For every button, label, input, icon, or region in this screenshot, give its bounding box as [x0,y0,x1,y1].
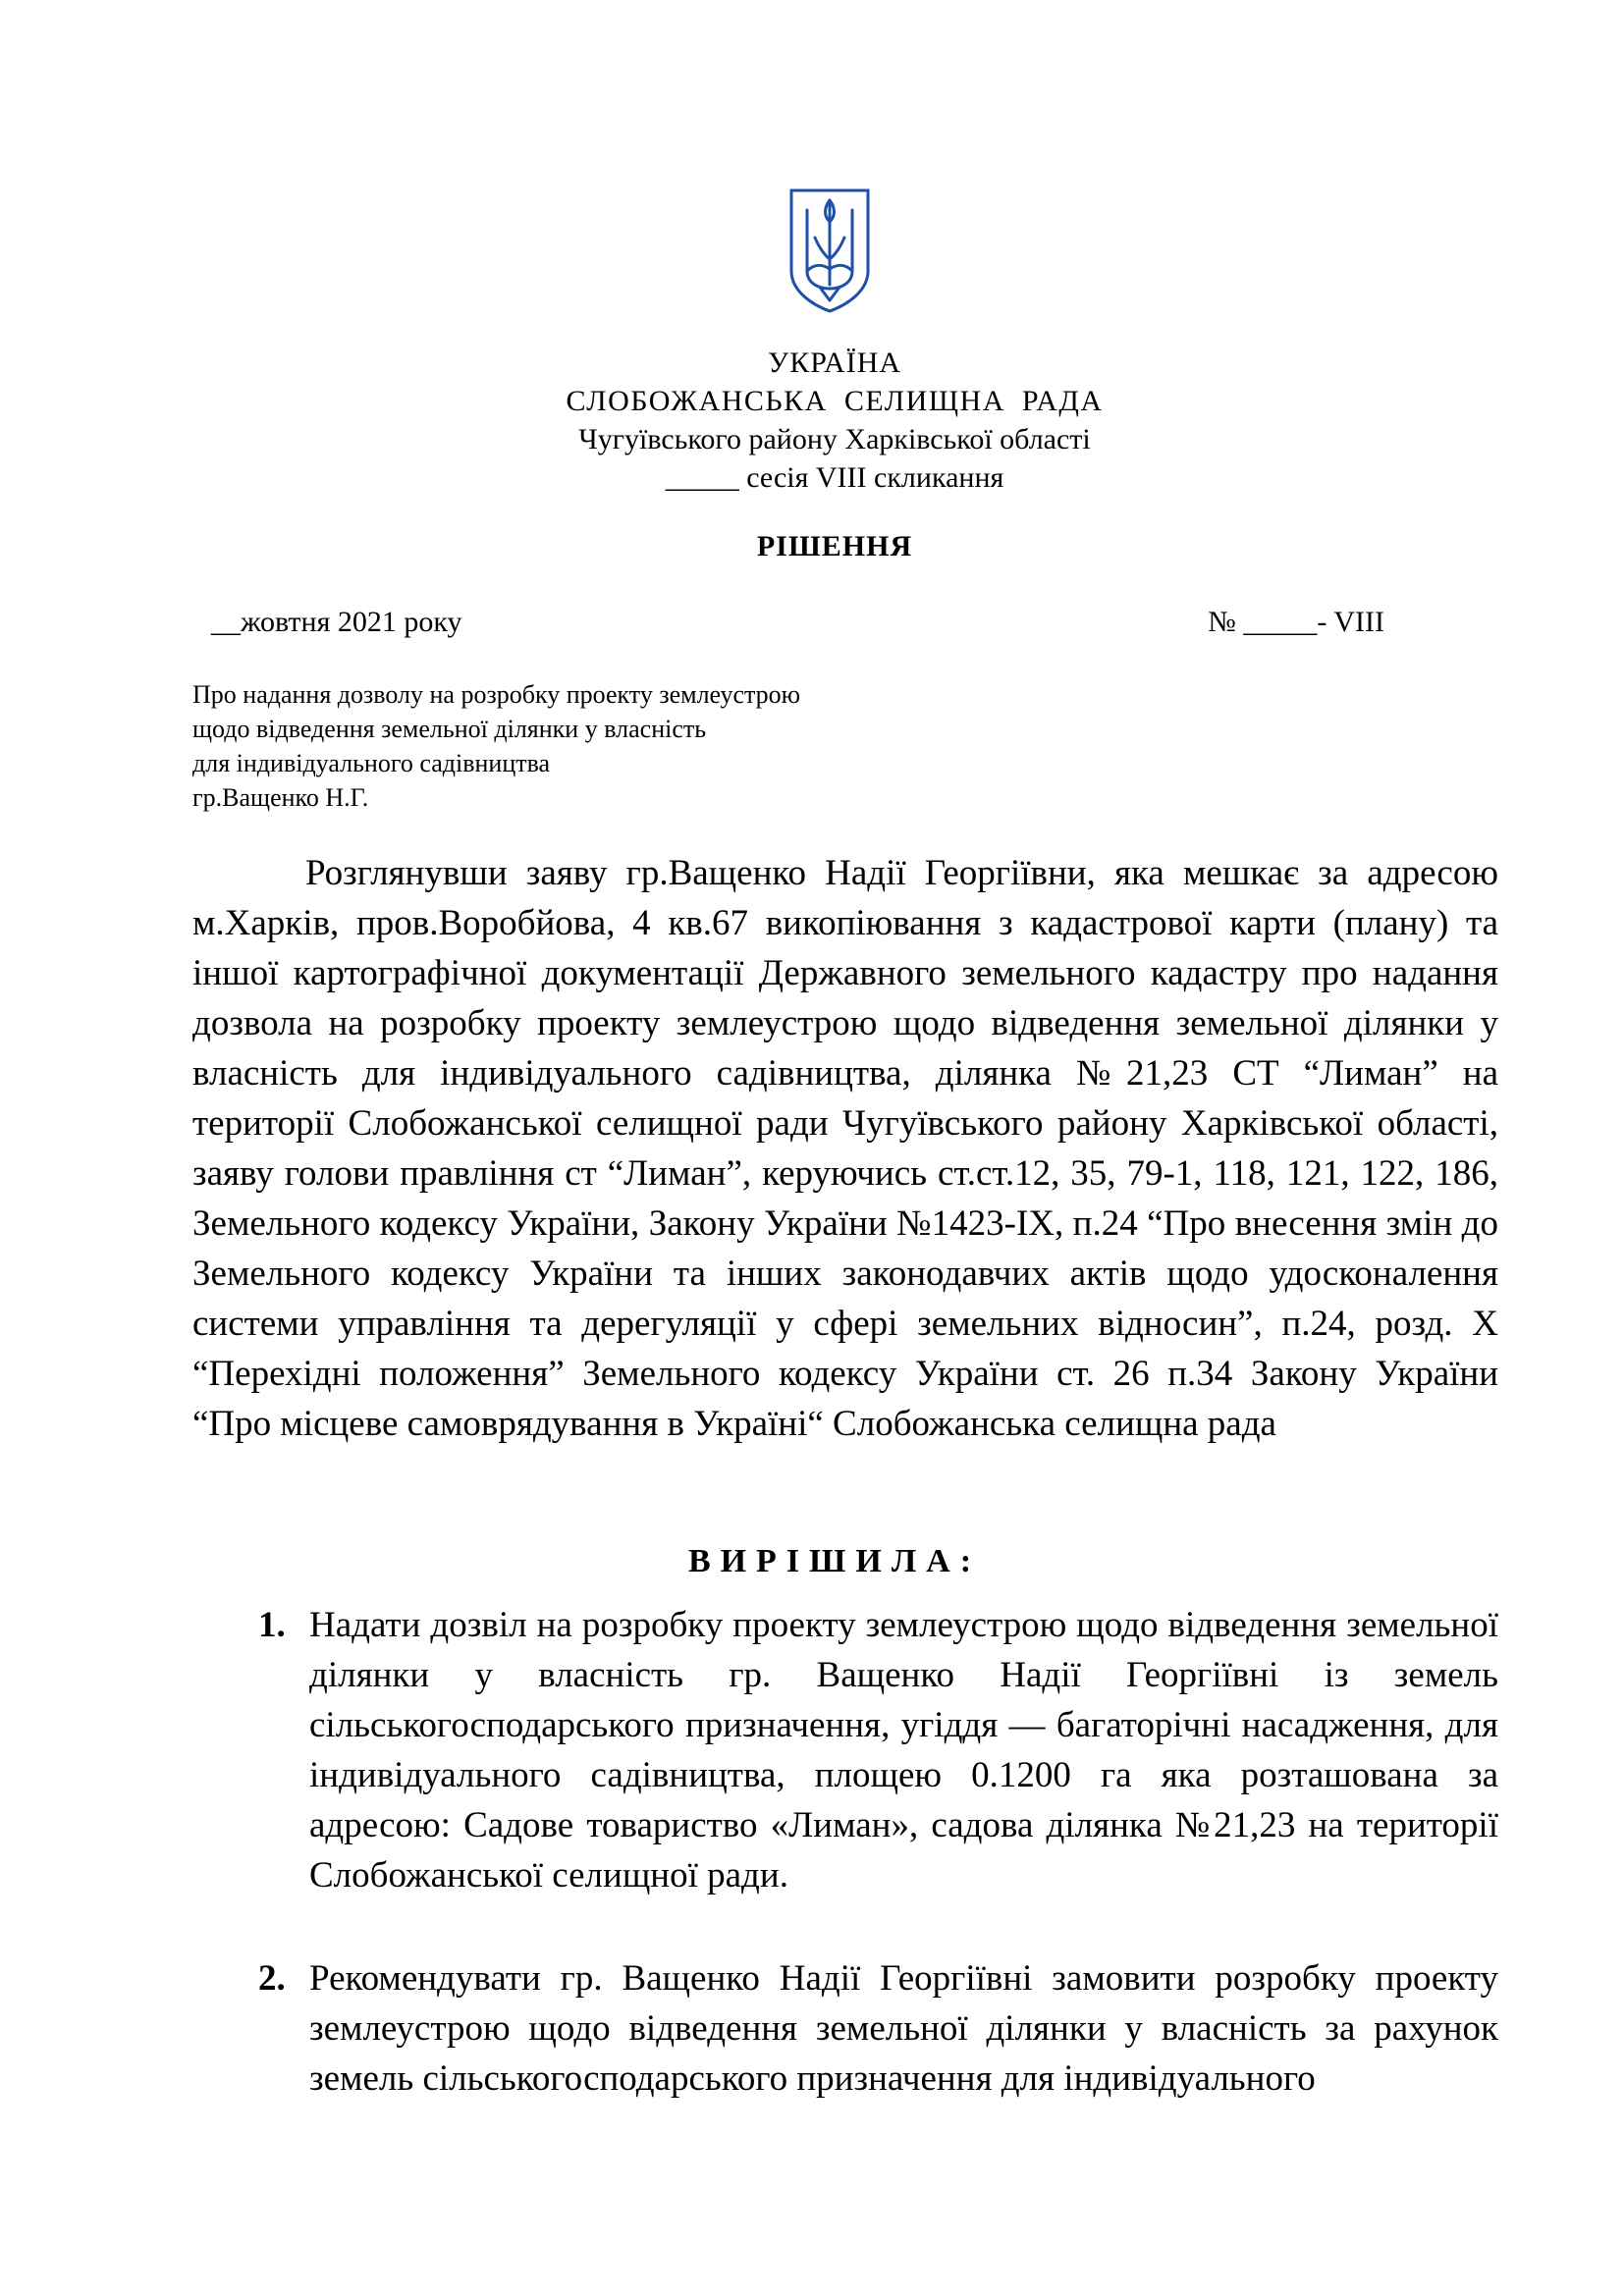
decision-item [258,1600,1498,1900]
resolved-heading: ВИРІШИЛА: [687,1543,982,1579]
country-name: УКРАЇНА [767,347,902,379]
decision-item [258,1953,1498,2104]
subject-line: гр.Ващенко Н.Г. [192,783,369,812]
document-header [0,344,1624,497]
decision-title: РІШЕННЯ [756,530,913,562]
decision-number: № _____- VIII [1208,606,1384,638]
district-name: Чугуївського району Харківської області [578,423,1091,455]
decision-date: __жовтня 2021 року [211,606,462,638]
item-number: 2. [258,1958,286,1999]
ukraine-trident-icon [785,187,874,314]
subject-line: Про надання дозволу на розробку проекту землеустрою [192,680,801,709]
date-number-row [211,606,1384,645]
item-number: 1. [258,1605,286,1645]
decision-subject [192,677,978,815]
subject-line: щодо відведення земельної ділянки у власність [192,715,707,743]
council-name: СЛОБОЖАНСЬКА СЕЛИЩНА РАДА [566,385,1104,417]
preamble-paragraph: Розглянувши заяву гр.Ващенко Надії Георгіївни, яка мешкає за адресою м.Харків, пров.Воробйова, 4 кв.67 викопіювання з кадастрової карти (плану) та іншої картографічної документації Державного земельного кадастру про надання дозвола на розробку проекту землеустрою щодо відведення земельної ділянки у власність для індивідуального садівництва, ділянка №21,23 СТ “Лиман” на території Слобожанської селищної ради Чугуївського району Харківської області, заяву голови правління ст “Лиман”, керуючись ст.ст.12, 35, 79-1, 118, 121, 122, 186, Земельного кодексу України, Закону України №1423-IX, п.24 “Про внесення змін до Земельного кодексу України та інших законодавчих актів щодо удосконалення системи управління та дерегуляції у сфері земельних відносин”, п.24, розд. X “Перехідні положення” Земельного кодексу України ст. 26 п.34 Закону України “Про місцеве самоврядування в Україні“ Слобожанська селищна рада [192,853,1498,1444]
item-text: Рекомендувати гр. Ващенко Надії Георгіївні замовити розробку проекту землеустрою щодо відведення земельної ділянки у власність за рахунок земель сільськогосподарського призначення для індивідуального [309,1958,1498,2099]
session-line: _____ сесія VIII скликання [665,461,1004,494]
subject-line: для індивідуального садівництва [192,749,551,777]
item-text: Надати дозвіл на розробку проекту землеустрою щодо відведення земельної ділянки у власність гр. Ващенко Надії Георгіївні із земель сільськогосподарського призначення, угіддя — багаторічні насадження, для індивідуального садівництва, площею 0.1200 га яка розташована за адресою: Садове товариство «Лиман», садова ділянка №21,23 на території Слобожанської селищної ради. [309,1605,1498,1896]
